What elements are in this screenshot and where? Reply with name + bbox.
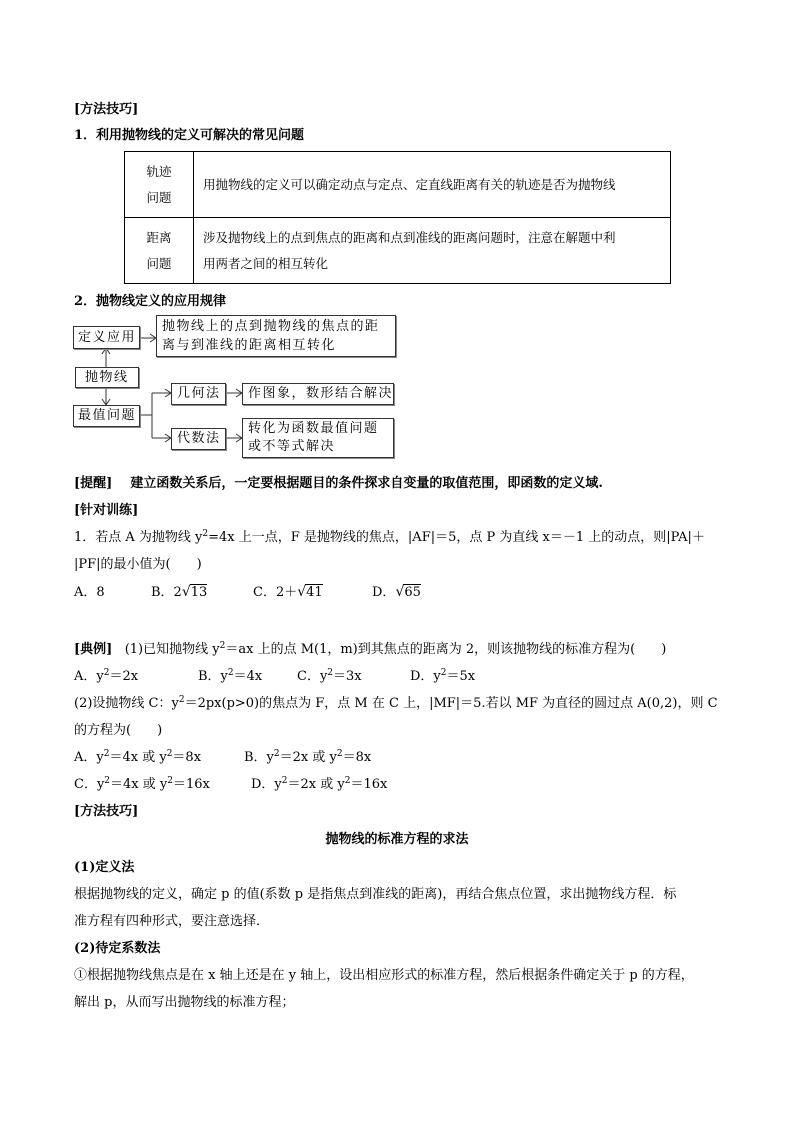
sqrt-icon: √: [181, 584, 191, 600]
text-span: ＝16x: [172, 777, 210, 792]
text-span: B．2: [151, 585, 182, 600]
definition-method-line1: 根据抛物线的定义，确定 p 的值(系数 p 是指焦点到准线的距离)，再结合焦点位置，求出抛物线方程．标: [74, 887, 677, 902]
text-span: D．: [372, 585, 396, 600]
table-key-line: 问题: [146, 189, 172, 205]
text-span: D．y: [410, 669, 441, 684]
superscript: 2: [336, 749, 343, 759]
subsection-definition-method: (1)定义法: [74, 860, 135, 875]
text-span: ＝2x: [109, 669, 139, 684]
text-span: ＝ax 上的点 M(1，m)到其焦点的距离为 2，则该抛物线的标准方程为( ): [225, 642, 667, 657]
tip-label: [提醒]: [74, 476, 113, 491]
text-span: (2)设抛物线 C：y: [74, 696, 179, 711]
text-span: 1．若点 A 为抛物线 y: [74, 530, 203, 545]
definition-description-box: [156, 315, 396, 357]
superscript: 2: [281, 776, 288, 786]
algebra-desc-line: 转化为函数最值问题: [248, 421, 379, 436]
item1-title: 1．利用抛物线的定义可解决的常见问题: [74, 128, 305, 143]
superscript: 2: [167, 776, 173, 786]
text-span: D．y: [251, 777, 282, 792]
sqrt-icon: √: [297, 584, 307, 600]
training-q1-line2: |PF|的最小值为( ): [74, 557, 202, 572]
text-span: A．y: [74, 750, 104, 765]
superscript: 2: [440, 668, 447, 678]
superscript: 2: [273, 749, 280, 759]
training-option-d: [372, 581, 421, 600]
radicand: 65: [404, 585, 421, 600]
tip-line: [74, 472, 603, 491]
example-q2-line1: [74, 692, 718, 711]
superscript: 2: [166, 749, 173, 759]
example-q2-line2: 的方程为( ): [74, 723, 163, 738]
text-span: C．y: [74, 777, 105, 792]
table-key-line: 距离: [146, 229, 172, 245]
table-value-line: 涉及抛物线上的点到焦点的距离和点到准线的距离问题时，注意在解题中利: [203, 229, 616, 245]
geometry-description-box: 作图象，数形结合解决: [242, 383, 394, 405]
subsection-undetermined-coefficients: (2)待定系数法: [74, 941, 161, 956]
superscript: 2: [103, 668, 110, 678]
example-q2-option-c: [74, 773, 210, 792]
method-heading-1: [方法技巧]: [74, 102, 139, 117]
text-span: C．y: [297, 669, 328, 684]
definition-desc-line: 离与到准线的距离相互转化: [162, 338, 337, 353]
superscript: 2: [104, 776, 111, 786]
text-span: ＝4x 或 y: [110, 777, 168, 792]
example-q2-option-a: [74, 746, 201, 765]
superscript: 2: [103, 749, 110, 759]
definition-application-box: 定义应用: [73, 326, 140, 349]
algebra-description-box: [242, 418, 394, 458]
training-option-b: [151, 581, 207, 600]
table-value-line: 用抛物线的定义可以确定动点与定点、定直线距离有关的轨迹是否为抛物线: [203, 176, 616, 192]
text-span: A．y: [74, 669, 104, 684]
example-q1: [74, 638, 666, 657]
superscript: 2: [178, 695, 185, 705]
text-span: B．y: [244, 750, 274, 765]
training-option-a: A．8: [74, 585, 105, 600]
coefficient-method-line1: ①根据抛物线焦点是在 x 轴上还是在 y 轴上，设出相应形式的标准方程，然后根据条件确定关于 p 的方程，: [74, 968, 694, 983]
center-title: 抛物线的标准方程的求法: [325, 832, 469, 847]
example-q2-option-b: [244, 746, 371, 765]
text-span: C．2＋: [253, 585, 298, 600]
text-span: ＝8x: [342, 750, 372, 765]
definition-desc-line: 抛物线上的点到抛物线的焦点的距: [162, 319, 380, 334]
coefficient-method-line2: 解出 p，从而写出抛物线的标准方程；: [74, 995, 295, 1010]
text-span: ＝2px(p>0)的焦点为 F，点 M 在 C 上，|MF|＝5.若以 MF 为直径的圆过点 A(0,2)，则 C: [184, 696, 718, 711]
text-span: ＝4x 或 y: [109, 750, 167, 765]
superscript: 2: [219, 641, 226, 651]
text-span: ＝2x 或 y: [279, 750, 337, 765]
sqrt-icon: √: [395, 584, 405, 600]
example-q2-option-d: [251, 773, 387, 792]
example-q1-option-a: [74, 665, 138, 684]
superscript: 2: [227, 668, 234, 678]
text-span: ＝16x: [350, 777, 388, 792]
radicand: 41: [306, 585, 323, 600]
text-span: =4x 上一点，F 是抛物线的焦点，|AF|＝5，点 P 为直线 x＝－1 上的动点，则|PA|＋: [208, 530, 705, 545]
table-key-line: 问题: [146, 255, 172, 271]
text-span: ＝4x: [233, 669, 263, 684]
parabola-root-box: 抛物线: [75, 367, 139, 388]
text-span: ＝2x 或 y: [287, 777, 345, 792]
training-heading: [针对训练]: [74, 503, 139, 518]
superscript: 2: [327, 668, 334, 678]
extremum-problem-box: 最值问题: [73, 405, 140, 427]
table-key-line: 轨迹: [146, 163, 172, 179]
example-label: [典例]: [74, 642, 113, 657]
method-heading-2: [方法技巧]: [74, 804, 139, 819]
algebra-desc-line: 或不等式解决: [248, 439, 336, 454]
tip-text: 建立函数关系后，一定要根据题目的条件探求自变量的取值范围，即函数的定义域.: [130, 476, 603, 491]
radicand: 13: [190, 585, 208, 600]
algebra-method-box: 代数法: [171, 428, 226, 450]
text-span: (1)已知抛物线 y: [124, 642, 220, 657]
training-q1-line1: [74, 526, 705, 545]
definition-method-line2: 准方程有四种形式，要注意选择．: [74, 914, 270, 929]
text-span: ＝8x: [172, 750, 202, 765]
geometry-method-box: 几何法: [171, 383, 226, 405]
training-option-c: [253, 581, 323, 600]
text-span: ＝5x: [446, 669, 476, 684]
text-span: ＝3x: [333, 669, 362, 684]
superscript: 2: [202, 529, 209, 539]
example-q1-option-c: [297, 665, 362, 684]
example-q1-option-d: [410, 665, 475, 684]
item2-title: 2．抛物线定义的应用规律: [74, 294, 227, 309]
superscript: 2: [344, 776, 351, 786]
example-q1-option-b: [198, 665, 262, 684]
table-value-line: 用两者之间的相互转化: [203, 255, 329, 271]
text-span: B．y: [198, 669, 228, 684]
